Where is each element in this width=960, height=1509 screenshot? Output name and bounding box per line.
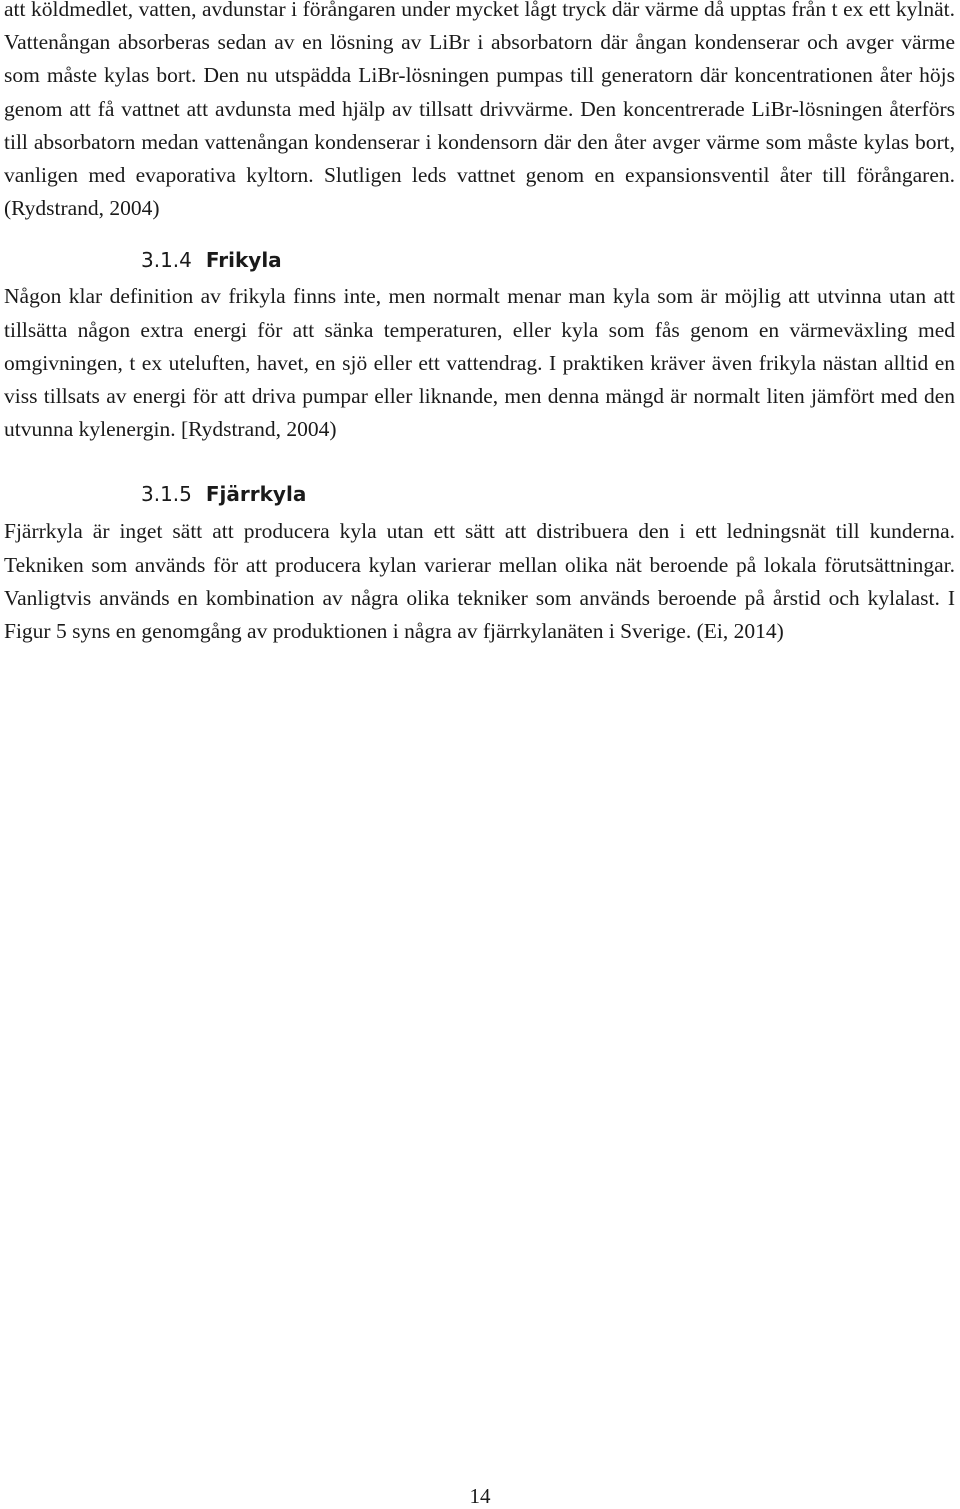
section-title: Frikyla — [205, 248, 282, 273]
section-number: 3.1.4 — [141, 248, 192, 273]
section-number: 3.1.5 — [141, 482, 192, 507]
fjarrkyla-paragraph: Fjärrkyla är inget sätt att producera kyla utan ett sätt att distribuera den i ett ledningsnät till kunderna. Tekniken som används för att producera kylan varierar mellan olika nät beroende på lokala förutsättningar. Vanligtvis används en kombination av några olika tekniker som används beroende på årstid och kylalast. I Figur 5 syns en genomgång av produktionen i några av fjärrkylanäten i Sverige. (Ei, 2014) — [4, 519, 955, 644]
page-number: 14 — [469, 1484, 491, 1508]
page-content — [4, 0, 955, 648]
section-heading-frikyla — [4, 245, 955, 275]
intro-paragraph: att köldmedlet, vatten, avdunstar i förångaren under mycket lågt tryck där värme då upptas från t ex ett kylnät. Vattenångan absorberas sedan av en lösning av LiBr i absorbatorn där ångan kondenserar och avger värme som måste kylas bort. Den nu utspädda LiBr-lösningen pumpas till generatorn där koncentrationen åter höjs genom att få vattnet att avdunsta med hjälp av tillsatt drivvärme. Den koncentrerade LiBr-lösningen återförs till absorbatorn medan vattenångan kondenserar i kondensorn där den åter avger värme som måste kylas bort, vanligen med evaporativa kyltorn. Slutligen leds vattnet genom en expansionsventil åter till förångaren. (Rydstrand, 2004) — [4, 0, 955, 221]
section-title: Fjärrkyla — [205, 482, 307, 507]
section-heading-fjarrkyla — [4, 479, 955, 509]
frikyla-paragraph: Någon klar definition av frikyla finns inte, men normalt menar man kyla som är möjlig att utvinna utan att tillsätta någon extra energi för att sänka temperaturen, eller kyla som fås genom en värmeväxling med omgivningen, t ex uteluften, havet, en sjö eller ett vattendrag. I praktiken kräver även frikyla nästan alltid en viss tillsats av energi för att driva pumpar eller liknande, men denna mängd är normalt liten jämfört med den utvunna kylenergin. [Rydstrand, 2004) — [4, 284, 955, 442]
